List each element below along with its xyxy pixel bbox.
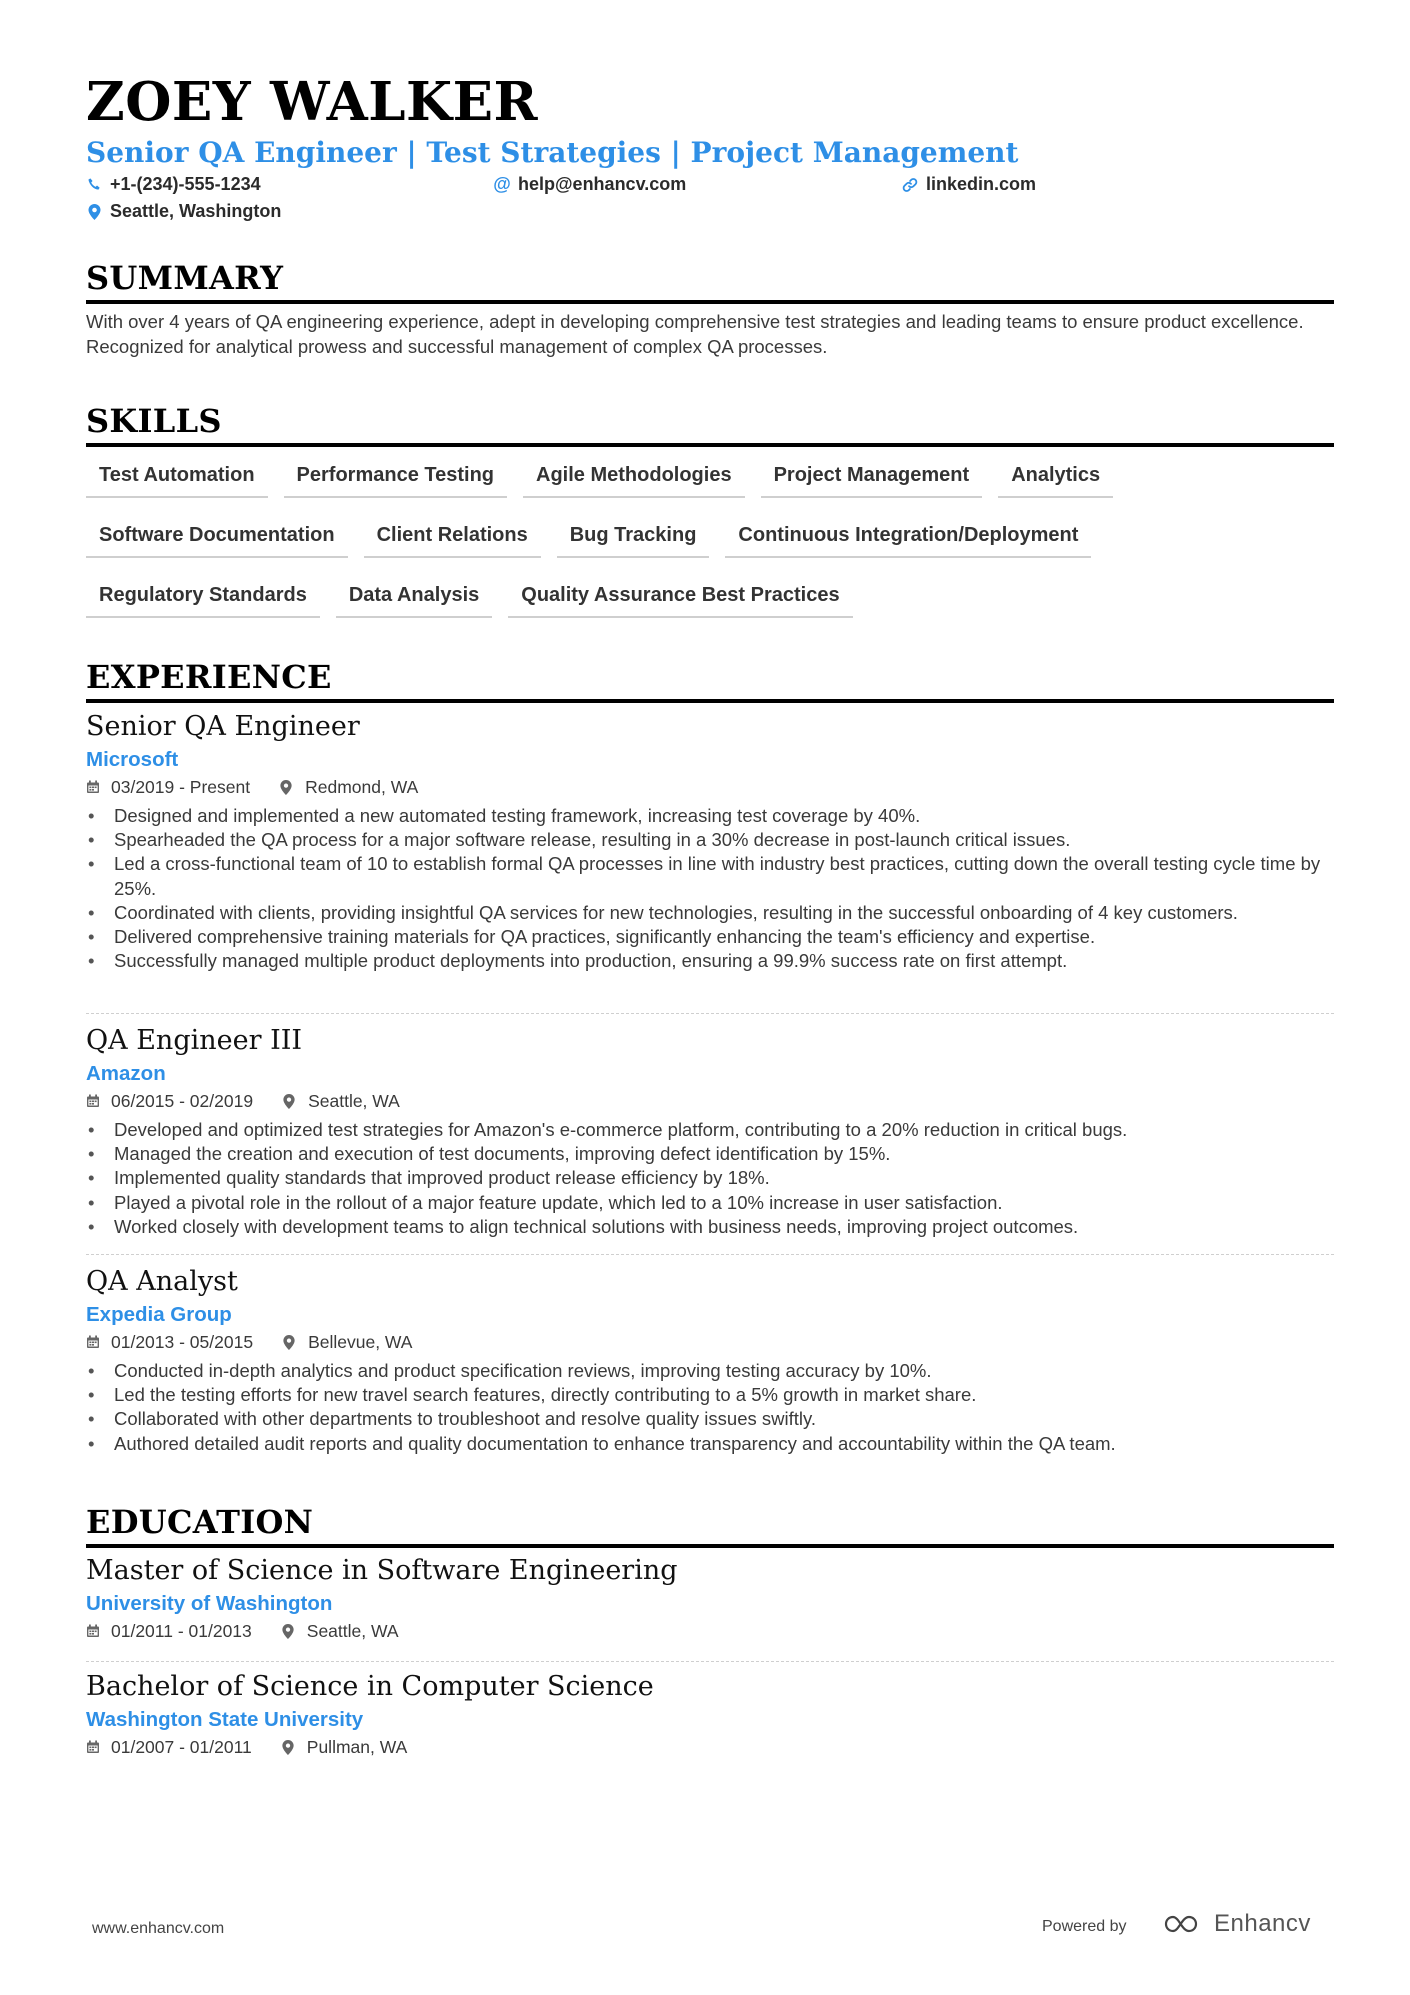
skill-tag: Performance Testing <box>284 460 507 498</box>
contact-linkedin[interactable] <box>902 174 1036 195</box>
job-title: QA Engineer III <box>86 1025 303 1056</box>
skill-tag: Analytics <box>998 460 1113 498</box>
email-text: help@enhancv.com <box>518 174 687 194</box>
calendar-icon <box>86 780 100 794</box>
bullet-item: • Worked closely with development teams to align technical solutions with business needs, improving project outcomes. <box>86 1215 1334 1239</box>
bullet-item: • Conducted in-depth analytics and product specification reviews, improving testing accuracy by 10%. <box>86 1359 1334 1383</box>
entry-divider <box>86 1661 1334 1662</box>
education-location: Pullman, WA <box>306 1737 408 1757</box>
education-meta <box>86 1618 1334 1644</box>
education-heading: EDUCATION <box>86 1506 1334 1548</box>
summary-text: With over 4 years of QA engineering experience, adept in developing comprehensive test strategies and leading teams to ensure product excellence. Recognized for analytical prowess and successful management of complex QA processes. <box>86 311 1304 357</box>
job-location: Bellevue, WA <box>308 1332 413 1352</box>
bullet-item: • Developed and optimized test strategies for Amazon's e-commerce platform, contributing to a 20% reduction in critical bugs. <box>86 1118 1334 1142</box>
bullet-item: • Spearheaded the QA process for a major software release, resulting in a 30% decrease in post-launch critical issues. <box>86 828 1334 852</box>
school-name[interactable]: Washington State University <box>86 1708 364 1731</box>
footer-url[interactable]: www.enhancv.com <box>92 1920 225 1937</box>
school-name[interactable]: University of Washington <box>86 1592 333 1615</box>
job-title: QA Analyst <box>86 1266 238 1297</box>
education-meta <box>86 1734 1334 1760</box>
entry-divider <box>86 1254 1334 1255</box>
phone-text: +1-(234)-555-1234 <box>110 174 261 194</box>
link-icon <box>902 177 918 193</box>
job-bullets <box>86 804 1334 973</box>
linkedin-text: linkedin.com <box>926 174 1037 194</box>
location-pin-icon <box>282 1624 296 1638</box>
bullet-item: • Led a cross-functional team of 10 to establish formal QA processes in line with industry best practices, cutting down the overall testing cycle time by 25%. <box>86 852 1334 900</box>
location-pin-icon <box>280 780 294 794</box>
skill-tag: Project Management <box>761 460 983 498</box>
skill-tag: Client Relations <box>364 520 541 558</box>
bullet-item: • Played a pivotal role in the rollout of a major feature update, which led to a 10% increase in user satisfaction. <box>86 1191 1334 1215</box>
bullet-item: • Successfully managed multiple product deployments into production, ensuring a 99.9% success rate on first attempt. <box>86 949 1334 973</box>
job-dates: 06/2015 - 02/2019 <box>111 1091 254 1111</box>
job-dates: 01/2013 - 05/2015 <box>111 1332 254 1352</box>
education-dates: 01/2011 - 01/2013 <box>111 1621 252 1641</box>
calendar-icon <box>86 1740 100 1754</box>
contact-phone[interactable] <box>86 174 261 195</box>
education-entry <box>86 1554 1334 1644</box>
location-pin-icon <box>282 1740 296 1754</box>
phone-icon <box>86 177 102 193</box>
contact-location <box>86 201 281 222</box>
bullet-item: • Delivered comprehensive training materials for QA practices, significantly enhancing the team's efficiency and expertise. <box>86 925 1334 949</box>
bullet-item: • Managed the creation and execution of test documents, improving defect identification by 15%. <box>86 1142 1334 1166</box>
company-name[interactable]: Amazon <box>86 1062 166 1085</box>
skill-tag: Regulatory Standards <box>86 580 320 618</box>
experience-heading: EXPERIENCE <box>86 661 1334 703</box>
degree-title: Master of Science in Software Engineering <box>86 1555 678 1586</box>
experience-entry <box>86 710 1334 973</box>
location-pin-icon <box>283 1335 297 1349</box>
candidate-name: ZOEY WALKER <box>86 71 539 133</box>
brand-name: Enhancv <box>1214 1910 1311 1937</box>
education-location: Seattle, WA <box>306 1621 399 1641</box>
bullet-item: • Implemented quality standards that improved product release efficiency by 18%. <box>86 1166 1334 1190</box>
experience-entry <box>86 1265 1334 1456</box>
skill-tag: Agile Methodologies <box>523 460 745 498</box>
location-pin-icon <box>283 1094 297 1108</box>
bullet-item: • Collaborated with other departments to troubleshoot and resolve quality issues swiftly. <box>86 1407 1334 1431</box>
bullet-item: • Led the testing efforts for new travel search features, directly contributing to a 5% growth in market share. <box>86 1383 1334 1407</box>
experience-entry <box>86 1024 1334 1239</box>
summary-heading: SUMMARY <box>86 262 1334 304</box>
job-bullets <box>86 1118 1334 1239</box>
entry-divider <box>86 1013 1334 1014</box>
calendar-icon <box>86 1335 100 1349</box>
calendar-icon <box>86 1624 100 1638</box>
job-title: Senior QA Engineer <box>86 711 360 742</box>
bullet-item: • Designed and implemented a new automated testing framework, increasing test coverage by 40%. <box>86 804 1334 828</box>
skill-tag: Data Analysis <box>336 580 492 618</box>
location-pin-icon <box>86 204 102 220</box>
job-meta <box>86 1088 1334 1114</box>
job-meta <box>86 774 1334 800</box>
job-meta <box>86 1329 1334 1355</box>
skill-tag: Quality Assurance Best Practices <box>508 580 852 618</box>
job-dates: 03/2019 - Present <box>111 777 251 797</box>
location-text: Seattle, Washington <box>110 201 282 221</box>
headline: Senior QA Engineer | Test Strategies | Project Management <box>86 136 1019 169</box>
powered-by-label: Powered by <box>1042 1918 1127 1935</box>
contact-email[interactable] <box>494 174 686 195</box>
job-location: Seattle, WA <box>308 1091 400 1111</box>
education-entry <box>86 1670 1334 1760</box>
enhancv-logo-icon <box>1162 1912 1208 1936</box>
skill-tag: Continuous Integration/Deployment <box>725 520 1091 558</box>
skill-tag: Software Documentation <box>86 520 348 558</box>
skill-tag: Bug Tracking <box>557 520 710 558</box>
job-location: Redmond, WA <box>305 777 419 797</box>
company-name[interactable]: Expedia Group <box>86 1303 232 1326</box>
skills-heading: SKILLS <box>86 405 1334 447</box>
bullet-item: • Authored detailed audit reports and quality documentation to enhance transparency and accountability within the QA team. <box>86 1432 1334 1456</box>
calendar-icon <box>86 1094 100 1108</box>
at-icon: @ <box>493 174 511 194</box>
enhancv-logo[interactable] <box>1162 1910 1311 1938</box>
job-bullets <box>86 1359 1334 1456</box>
skill-tag: Test Automation <box>86 460 268 498</box>
education-dates: 01/2007 - 01/2011 <box>111 1737 252 1757</box>
company-name[interactable]: Microsoft <box>86 748 179 771</box>
bullet-item: • Coordinated with clients, providing insightful QA services for new technologies, resulting in the successful onboarding of 4 key customers. <box>86 901 1334 925</box>
degree-title: Bachelor of Science in Computer Science <box>86 1671 654 1702</box>
skills-list <box>86 460 1334 618</box>
